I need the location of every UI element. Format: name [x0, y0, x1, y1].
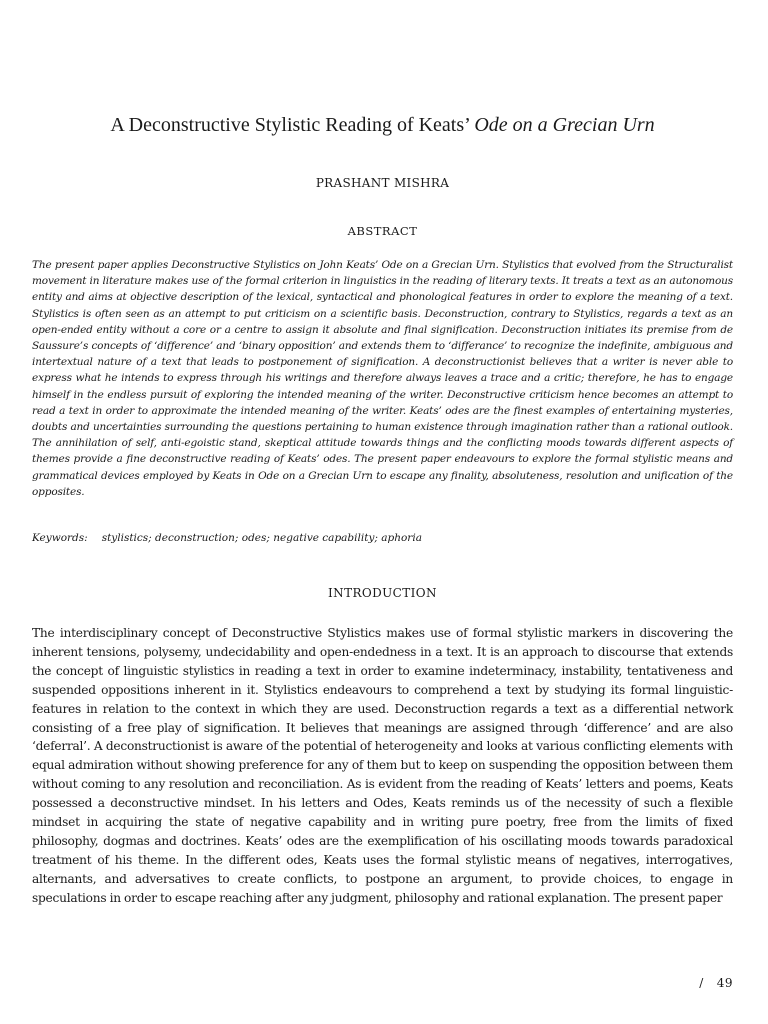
- paper-title: [32, 113, 733, 137]
- keywords-line: [32, 530, 733, 546]
- paper-title-main: A Deconstructive Stylistic Reading of Keats’: [110, 114, 475, 136]
- keywords-value: stylistics; deconstruction; odes; negative capability; aphoria: [101, 532, 422, 544]
- abstract-heading: ABSTRACT: [347, 224, 418, 238]
- abstract-body: The present paper applies Deconstructive Stylistics on John Keats’ Ode on a Grecian Urn. Stylistics that evolved from the Structuralist movement in literature makes use of the formal criterion in linguistics in the reading of literary texts. It treats a text as an autonomous entity and aims at objective description of the lexical, syntactical and phonological features in order to explore the meaning of a text. Stylistics is often seen as an attempt to put criticism on a scientific basis. Deconstruction, contrary to Stylistics, regards a text as an open-ended entity without a core or a centre to assign it absolute and final signification. Deconstruction initiates its premise from de Saussure’s concepts of ‘difference’ and ‘binary opposition’ and extends them to ‘differance’ to recognize the indefinite, ambiguous and intertextual nature of a text that leads to postponement of signification. A deconstructionist believes that a writer is never able to express what he intends to express through his writings and therefore always leaves a trace and a critic; therefore, he has to engage himself in the endless pursuit of exploring the intended meaning of the writer. Deconstructive criticism hence becomes an attempt to read a text in order to approximate the intended meaning of the writer. Keats’ odes are the finest examples of entertaining mysteries, doubts and uncertainties surrounding the questions pertaining to human existence through imagination rather than a rational outlook. The annihilation of self, anti-egoistic stand, skeptical attitude towards things and the conflicting moods towards different aspects of themes provide a fine deconstructive reading of Keats’ odes. The present paper endeavours to explore the formal stylistic means and grammatical devices employed by Keats in Ode on a Grecian Urn to escape any finality, absoluteness, resolution and unification of the opposites.: [32, 259, 733, 498]
- document-page: [32, 0, 733, 1024]
- author-name: PRASHANT MISHRA: [315, 176, 450, 190]
- introduction-body: The interdisciplinary concept of Deconstructive Stylistics makes use of formal stylistic markers in discovering the inherent tensions, polysemy, undecidability and open-endedness in a text. It is an approach to discourse that extends the concept of linguistic stylistics in reading a text in order to examine indeterminacy, instability, tentativeness and suspended oppositions inherent in it. Stylistics endeavours to comprehend a text by studying its formal linguistic-features in relation to the context in which they are used. Deconstruction regards a text as a differential network consisting of a free play of signification. It believes that meanings are assigned through ‘difference’ and are also ‘deferral’. A deconstructionist is aware of the potential of heterogeneity and looks at various conflicting elements with equal admiration without showing preference for any of them but to keep on suspending the opposition between them without coming to any resolution and reconciliation. As is evident from the reading of Keats’ letters and poems, Keats possessed a deconstructive mindset. In his letters and Odes, Keats reminds us of the necessity of such a flexible mindset in acquiring the state of negative capability and in writing pure poetry, free from the limits of fixed philosophy, dogmas and doctrines. Keats’ odes are the exemplification of his oscillating moods towards paradoxical treatment of his theme. In the different odes, Keats uses the formal stylistic means of negatives, interrogatives, alternants, and adversatives to create conflicts, to postpone an argument, to provide choices, to engage in speculations in order to escape reaching after any judgment, philosophy and rational explanation. The present paper: [32, 626, 733, 905]
- paper-title-italic: Ode on a Grecian Urn: [474, 114, 655, 136]
- introduction-heading: INTRODUCTION: [328, 586, 437, 600]
- keywords-label: Keywords:: [32, 532, 88, 544]
- page-number: / 49: [699, 976, 733, 990]
